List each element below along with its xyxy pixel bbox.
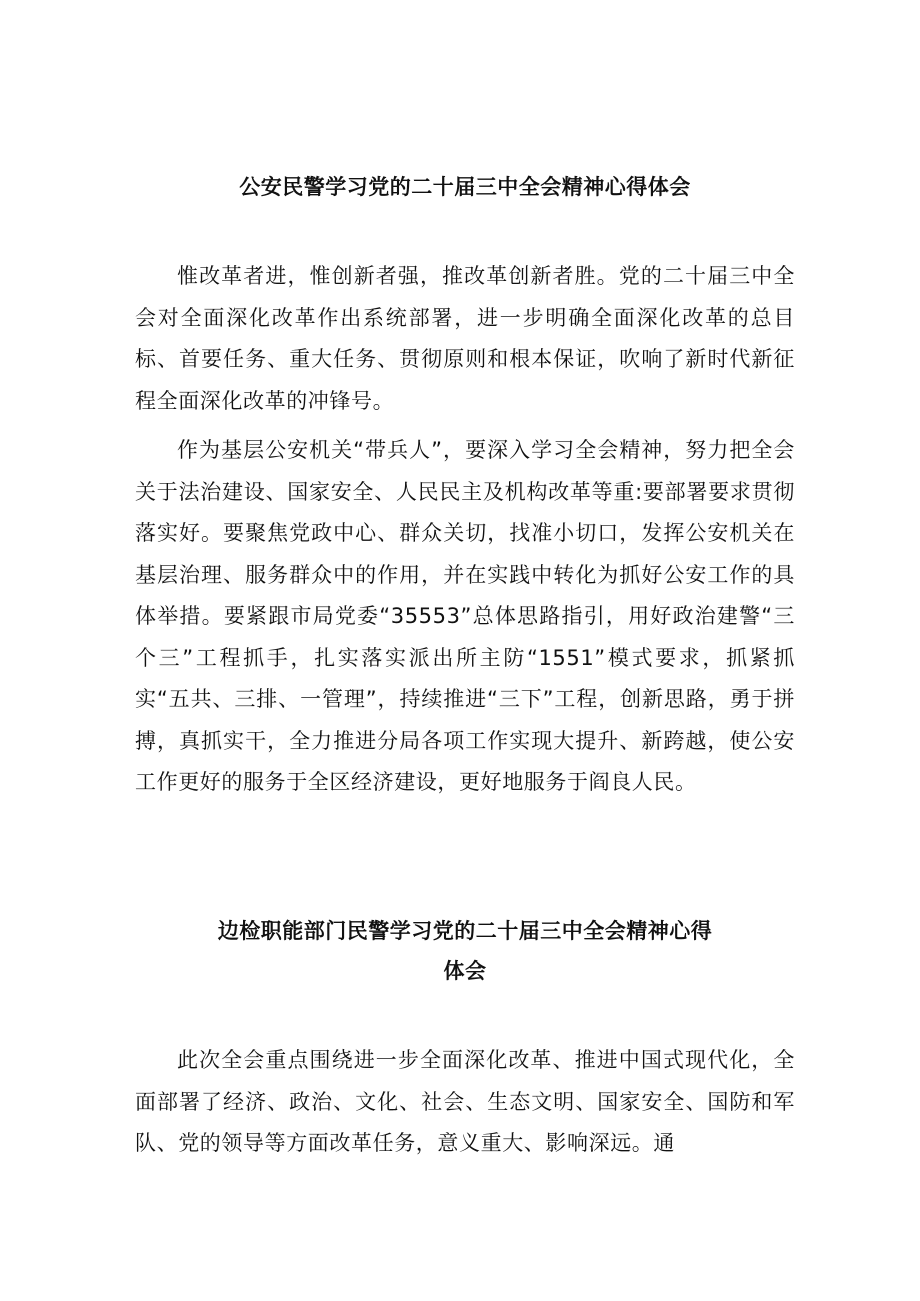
section-1-title: 公安民警学习党的二十届三中全会精神心得体会: [239, 175, 691, 199]
section-2-title: [135, 911, 795, 991]
section-2-title-line-1: 边检职能部门民警学习党的二十届三中全会精神心得: [217, 919, 713, 943]
section-2-title-line-2: 体会: [443, 959, 487, 983]
section-1-paragraph-2: 作为基层公安机关“带兵人”，要深入学习全会精神，努力把全会关于法治建设、国家安全、人民民主及机构改革等重:要部署要求贯彻落实好。要聚焦党政中心、群众关切，找准小切口，发挥公安机关在基层治理、服务群众中的作用，并在实践中转化为抓好公安工作的具体举措。要紧跟市局党委“35553”总体思路指引，用好政治建警“三个三”工程抓手，扎实落实派出所主防“1551”模式要求，抓紧抓实“五共、三排、一管理”，持续推进“三下”工程，创新思路，勇于拼搏，真抓实干，全力推进分局各项工作实现大提升、新跨越，使公安工作更好的服务于全区经济建设，更好地服务于阎良人民。: [135, 438, 795, 794]
section-2-paragraph-1: 此次全会重点围绕进一步全面深化改革、推进中国式现代化，全面部署了经济、政治、文化、社会、生态文明、国家安全、国防和军队、党的领导等方面改革任务，意义重大、影响深远。通: [135, 1048, 795, 1155]
section-1-paragraph-1: 惟改革者进，惟创新者强，推改革创新者胜。党的二十届三中全会对全面深化改革作出系统部署，进一步明确全面深化改革的总目标、首要任务、重大任务、贯彻原则和根本保证，吹响了新时代新征程全面深化改革的冲锋号。: [135, 264, 795, 413]
